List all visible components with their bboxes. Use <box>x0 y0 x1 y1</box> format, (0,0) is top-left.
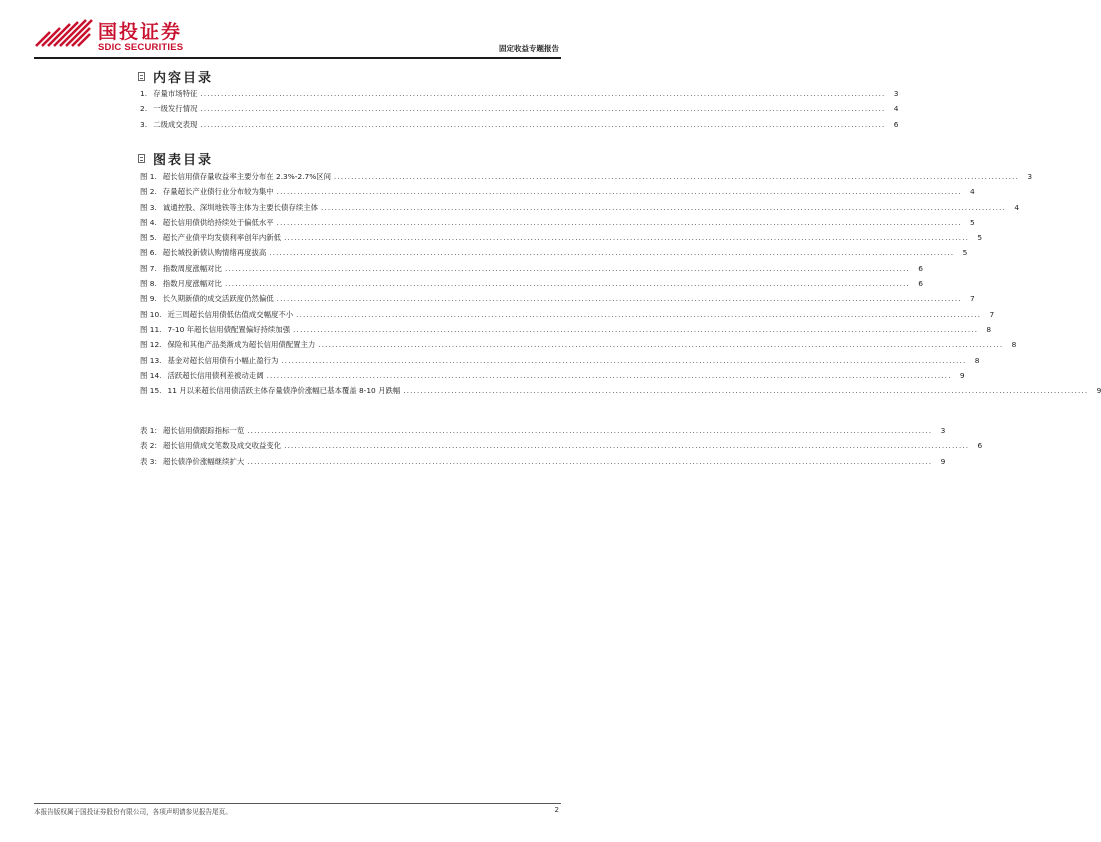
toc-entry[interactable] <box>140 355 980 370</box>
toc-entry-label: 近三周超长信用债低估值成交幅度不小 <box>167 309 294 319</box>
toc-entry-label: 长久期新债的成交活跃度仍然偏低 <box>162 294 274 304</box>
brand-name-cn: 国投证券 <box>98 21 183 43</box>
page-number: 2 <box>554 806 559 814</box>
toc-entry-label: 一级发行情况 <box>153 104 198 114</box>
toc-dot-leader: ........................................................................................................................................................................................................ <box>200 90 886 98</box>
toc-entry-page: 9 <box>959 370 965 380</box>
header-divider <box>34 57 561 59</box>
toc-entry-number: 2. <box>140 104 148 114</box>
contents-title: 内容目录 <box>153 71 214 86</box>
toc-entry-page: 6 <box>918 279 923 289</box>
toc-dot-leader: ........................................................................................................................................................................................................ <box>334 173 1020 181</box>
toc-entry[interactable] <box>140 385 1101 400</box>
toc-entry-page: 3 <box>893 89 899 98</box>
toc-entry-number: 表 1: <box>140 426 157 435</box>
toc-entry-number: 图 13. <box>140 355 162 365</box>
toc-entry-number: 图 14. <box>140 370 162 380</box>
toc-entry[interactable] <box>140 263 923 278</box>
toc-dot-leader: ........................................................................................................................................................................................................ <box>321 203 1007 212</box>
toc-dot-leader: ........................................................................................................................................................................................................ <box>281 356 967 365</box>
toc-entry-number: 图 8. <box>140 279 157 289</box>
toc-dot-leader: ........................................................................................................................................................................................................ <box>403 387 1089 396</box>
toc-entry[interactable] <box>140 293 975 308</box>
toc-entry-label: 超长产业债平均发债利率创年内新低 <box>162 233 282 243</box>
toc-dot-leader: ........................................................................................................................................................................................................ <box>296 310 982 319</box>
toc-dot-leader: ........................................................................................................................................................................................................ <box>200 120 886 129</box>
toc-entry-label: 活跃超长信用债利差被动走阔 <box>167 370 264 380</box>
toc-entry[interactable] <box>140 202 1020 217</box>
toc-entry-label: 超长信用债跟踪指标一览 <box>162 426 245 435</box>
toc-entry-page: 5 <box>977 233 983 243</box>
toc-entry-label: 超长信用债成交笔数及成交收益变化 <box>162 441 282 451</box>
figures-title: 图表目录 <box>153 153 214 168</box>
toc-entry-number: 图 3. <box>140 202 157 212</box>
toc-entry-number: 图 9. <box>140 294 157 304</box>
contents-heading <box>138 67 213 86</box>
page-header <box>0 0 595 62</box>
toc-dot-leader: ........................................................................................................................................................................................................ <box>284 234 970 243</box>
toc-entry-number: 图 7. <box>140 263 157 273</box>
toc-entry-page: 9 <box>940 456 946 466</box>
toc-entry-page: 8 <box>986 324 992 334</box>
toc-entry-number: 图 11. <box>140 324 162 334</box>
toc-dot-leader: ........................................................................................................................................................................................................ <box>276 188 962 197</box>
toc-entry-number: 3. <box>140 119 148 129</box>
toc-entry[interactable] <box>140 247 968 262</box>
brand-logo-stripes-icon <box>34 16 94 50</box>
toc-entry-number: 图 10. <box>140 309 162 319</box>
toc-entry[interactable] <box>140 186 975 201</box>
toc-entry-number: 图 5. <box>140 233 157 243</box>
toc-entry[interactable] <box>140 88 899 103</box>
toc-dot-leader: ........................................................................................................................................................................................................ <box>247 427 933 435</box>
toc-entry-label: 7-10 年超长信用债配置偏好持续加强 <box>167 324 291 334</box>
figures-list <box>140 171 1101 400</box>
toc-entry[interactable] <box>140 425 946 440</box>
toc-entry-label: 存量市场特征 <box>153 89 198 98</box>
toc-entry[interactable] <box>140 119 899 134</box>
toc-entry[interactable] <box>140 339 1017 354</box>
footer-divider <box>34 803 561 804</box>
toc-entry-label: 超长债净价涨幅继续扩大 <box>162 456 245 466</box>
toc-entry[interactable] <box>140 370 965 385</box>
toc-entry-page: 6 <box>918 263 923 273</box>
toc-dot-leader: ........................................................................................................................................................................................................ <box>269 249 955 258</box>
toc-entry-label: 指数月度涨幅对比 <box>162 279 222 289</box>
toc-entry[interactable] <box>140 232 983 247</box>
toc-entry-page: 3 <box>1027 172 1033 181</box>
toc-dot-leader: ........................................................................................................................................................................................................ <box>266 371 952 380</box>
brand-logo <box>34 16 234 56</box>
report-type: 固定收益专题报告 <box>499 44 559 53</box>
toc-entry-page: 6 <box>893 119 899 129</box>
toc-entry-page: 6 <box>977 441 983 451</box>
toc-entry-number: 表 3: <box>140 456 157 466</box>
toc-entry-number: 图 4. <box>140 217 157 227</box>
toc-entry-page: 7 <box>970 294 975 304</box>
toc-entry-page: 4 <box>1014 202 1020 212</box>
toc-entry-page: 9 <box>1096 386 1101 396</box>
toc-entry[interactable] <box>140 440 983 455</box>
toc-entry-label: 11 月以来超长信用债活跃主体存量债净价涨幅已基本覆盖 8-10 月跌幅 <box>167 386 401 396</box>
toc-entry[interactable] <box>140 324 992 339</box>
toc-dot-leader: ........................................................................................................................................................................................................ <box>200 105 886 114</box>
toc-entry-label: 保险和其他产品类渐成为超长信用债配置主力 <box>167 340 316 350</box>
toc-dot-leader: ........................................................................................................................................................................................................ <box>318 341 1004 350</box>
contents-list <box>140 88 899 134</box>
toc-dot-leader: ........................................................................................................................................................................................................ <box>276 295 962 304</box>
toc-dot-leader: ........................................................................................................................................................................................................ <box>284 442 970 451</box>
toc-entry[interactable] <box>140 217 975 232</box>
toc-dot-leader: ........................................................................................................................................................................................................ <box>293 325 979 334</box>
toc-dot-leader: ........................................................................................................................................................................................................ <box>224 264 910 273</box>
document-icon <box>138 72 145 81</box>
toc-dot-leader: ........................................................................................................................................................................................................ <box>276 218 962 227</box>
toc-entry-number: 图 15. <box>140 386 162 396</box>
toc-entry-number: 表 2: <box>140 441 157 451</box>
toc-entry-page: 5 <box>962 248 968 258</box>
toc-entry-page: 4 <box>893 104 899 114</box>
figures-heading <box>138 149 213 168</box>
toc-entry-label: 存量超长产业债行业分布较为集中 <box>162 187 274 197</box>
toc-entry-page: 7 <box>989 309 995 319</box>
toc-entry-page: 4 <box>970 187 975 197</box>
toc-entry-number: 图 2. <box>140 187 157 197</box>
toc-entry-label: 基金对超长信用债有小幅止盈行为 <box>167 355 279 365</box>
toc-entry[interactable] <box>140 456 946 471</box>
toc-entry-number: 图 6. <box>140 248 157 258</box>
toc-entry-page: 5 <box>970 217 975 227</box>
toc-entry-number: 1. <box>140 89 148 98</box>
toc-entry-label: 超长城投新债认购情绪再度拔高 <box>162 248 267 258</box>
toc-entry-number: 图 12. <box>140 340 162 350</box>
toc-entry-label: 指数周度涨幅对比 <box>162 263 222 273</box>
toc-entry[interactable] <box>140 103 899 118</box>
toc-entry[interactable] <box>140 309 995 324</box>
toc-dot-leader: ........................................................................................................................................................................................................ <box>224 280 910 289</box>
toc-dot-leader: ........................................................................................................................................................................................................ <box>247 457 933 466</box>
toc-entry-number: 图 1. <box>140 172 157 181</box>
toc-entry[interactable] <box>140 171 1033 186</box>
toc-entry-page: 8 <box>1011 340 1017 350</box>
document-icon <box>138 154 145 163</box>
toc-entry-label: 超长信用债供给持续处于偏低水平 <box>162 217 274 227</box>
toc-entry-page: 8 <box>974 355 980 365</box>
toc-entry[interactable] <box>140 278 923 293</box>
footer-disclaimer: 本报告版权属于国投证券股份有限公司，各项声明请参见报告尾页。 <box>34 808 232 816</box>
tables-list <box>140 425 983 471</box>
toc-entry-page: 3 <box>940 426 946 435</box>
toc-entry-label: 超长信用债存量收益率主要分布在 2.3%-2.7%区间 <box>162 172 332 181</box>
brand-name-en: SDIC SECURITIES <box>98 42 184 53</box>
toc-entry-label: 诚通控股、深圳地铁等主体为主要长债存续主体 <box>162 202 319 212</box>
toc-entry-label: 二级成交表现 <box>153 119 198 129</box>
